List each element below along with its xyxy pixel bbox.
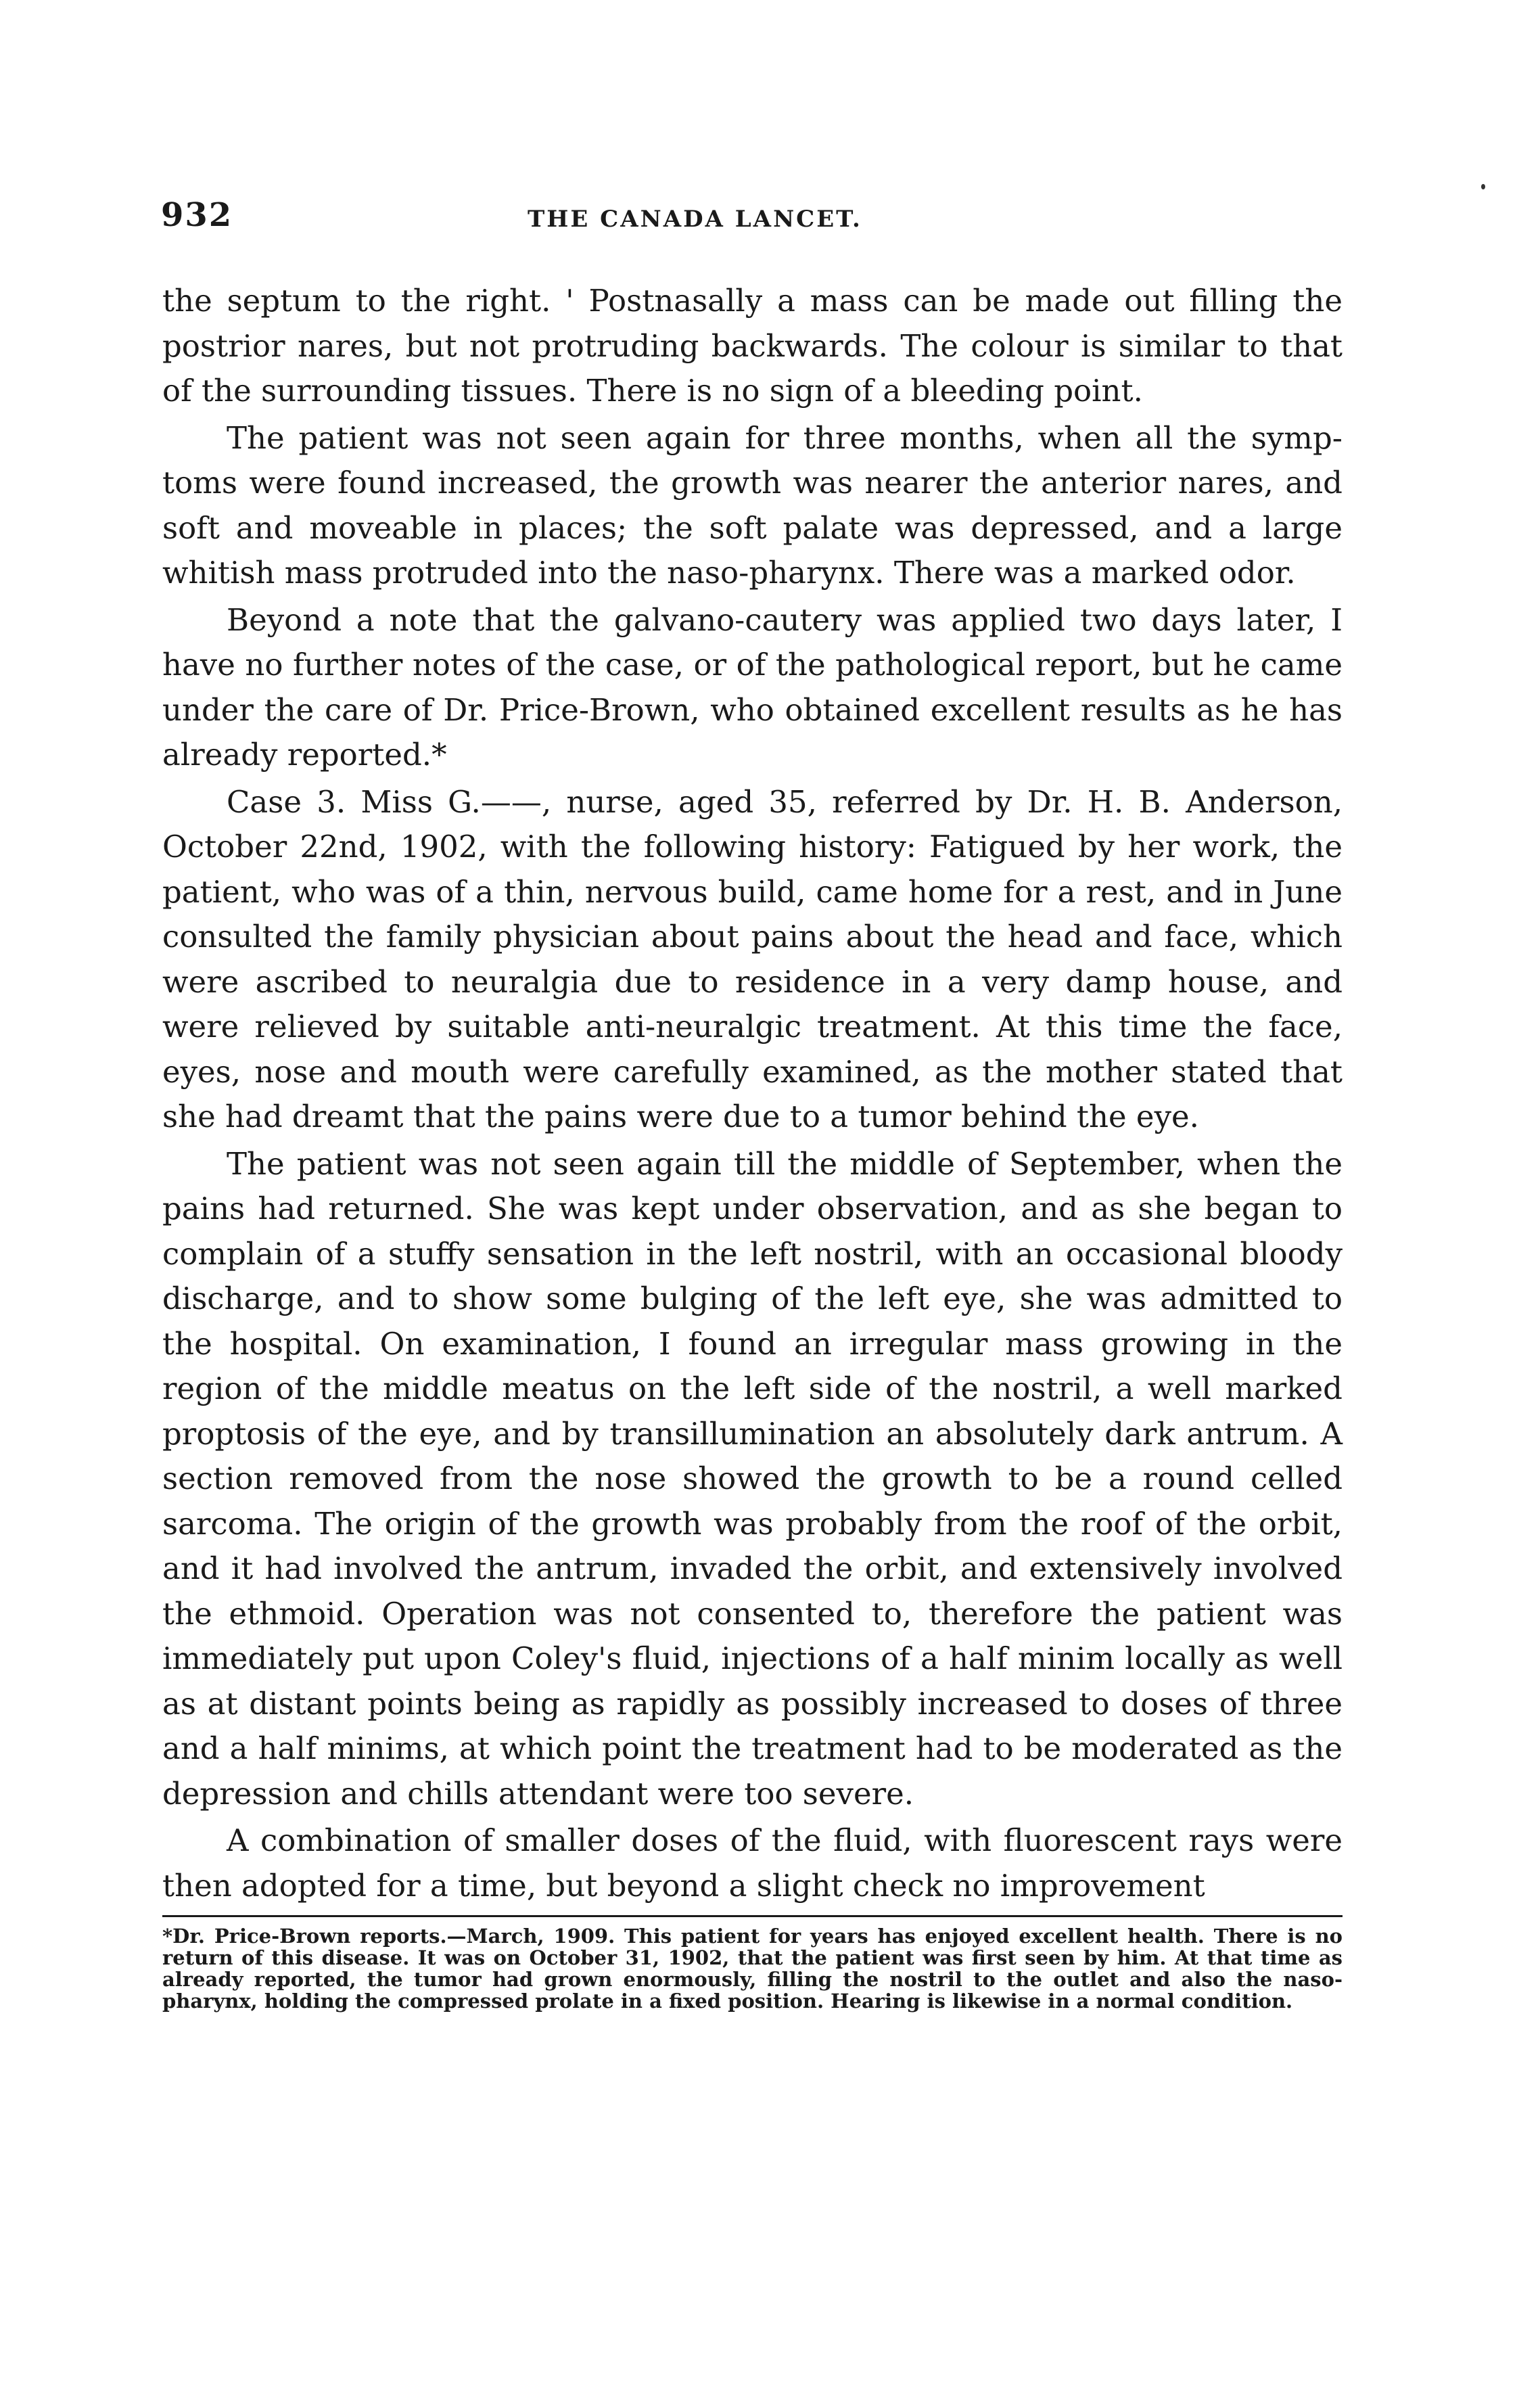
paragraph-5: The patient was not seen again till the middle of September, when the pains had returned. She was kept under observation, and as she began to complain of a stuffy sensation in the left nostril, with an occasional bloody discharge, and to show some bulging of the left eye, she was admitted to the hospital. On examination, I found an irregular mass growing in the region of the middle meatus on the left side of the nostril, a well marked proptosis of the eye, and by transillumination an absolutely dark antrum. A section removed from the nose showed the growth to be a round celled sarcoma. The origin of the growth was probably from the roof of the orbit, and it had involved the antrum, invaded the orbit, and extensively involved the ethmoid. Operation was not consented to, therefore the patient was immediately put upon Coley's fluid, injections of a half minim locally as well as at distant points being as rapidly as possibly increased to doses of three and a half minims, at which point the treatment had to be moderated as the depression and chills attendant were too severe. — [162, 1145, 1343, 1812]
footnote: *Dr. Price-Brown reports.—March, 1909. This patient for years has enjoyed excellent health. There is no return of this disease. It was on October 31, 1902, that the patient was first seen by him. At that time as already reported, the tumor had grown enormously, filling the nostril to the outlet and also the naso-pharynx, holding the compressed prolate in a fixed position. Hearing is likewise in a normal condition. — [162, 1925, 1343, 2013]
paragraph-2: The patient was not seen again for three months, when all the symptoms were found increased, the growth was nearer the anterior nares, and soft and moveable in places; the soft palate was depressed, and a large whitish mass protruded into the naso-pharynx. There was a marked odor. — [162, 419, 1343, 591]
running-title: THE CANADA LANCET. — [528, 206, 862, 233]
article-body — [162, 279, 1343, 1908]
journal-page — [162, 196, 1343, 2012]
ink-speck — [1481, 184, 1485, 189]
page-number: 932 — [161, 196, 233, 234]
paragraph-case-3: Case 3. Miss G.——, nurse, aged 35, referred by Dr. H. B. Anderson, October 22nd, 1902, with the following history: Fatigued by her work, the patient, who was of a thin, nervous build, came home for a rest, and in June consulted the family physician about pains about the head and face, which were ascribed to neuralgia due to residence in a very damp house, and were relieved by suitable anti-neuralgic treatment. At this time the face, eyes, nose and mouth were carefully examined, as the mother stated that she had dreamt that the pains were due to a tumor behind the eye. — [162, 783, 1343, 1134]
paragraph-6: A combination of smaller doses of the fluid, with fluorescent rays were then adopted for a time, but beyond a slight check no improvement — [162, 1822, 1343, 1904]
page-header — [162, 196, 1343, 244]
paragraph-3: Beyond a note that the galvano-cautery was applied two days later, I have no further notes of the case, or of the pathological report, but he came under the care of Dr. Price-Brown, who obtained excellent results as he has already reported.* — [162, 601, 1343, 773]
paragraph-1: the septum to the right. ' Postnasally a mass can be made out filling the postrior nares, but not protruding backwards. The colour is similar to that of the surrounding tissues. There is no sign of a bleeding point. — [162, 283, 1343, 409]
footnote-divider — [162, 1915, 1343, 1917]
